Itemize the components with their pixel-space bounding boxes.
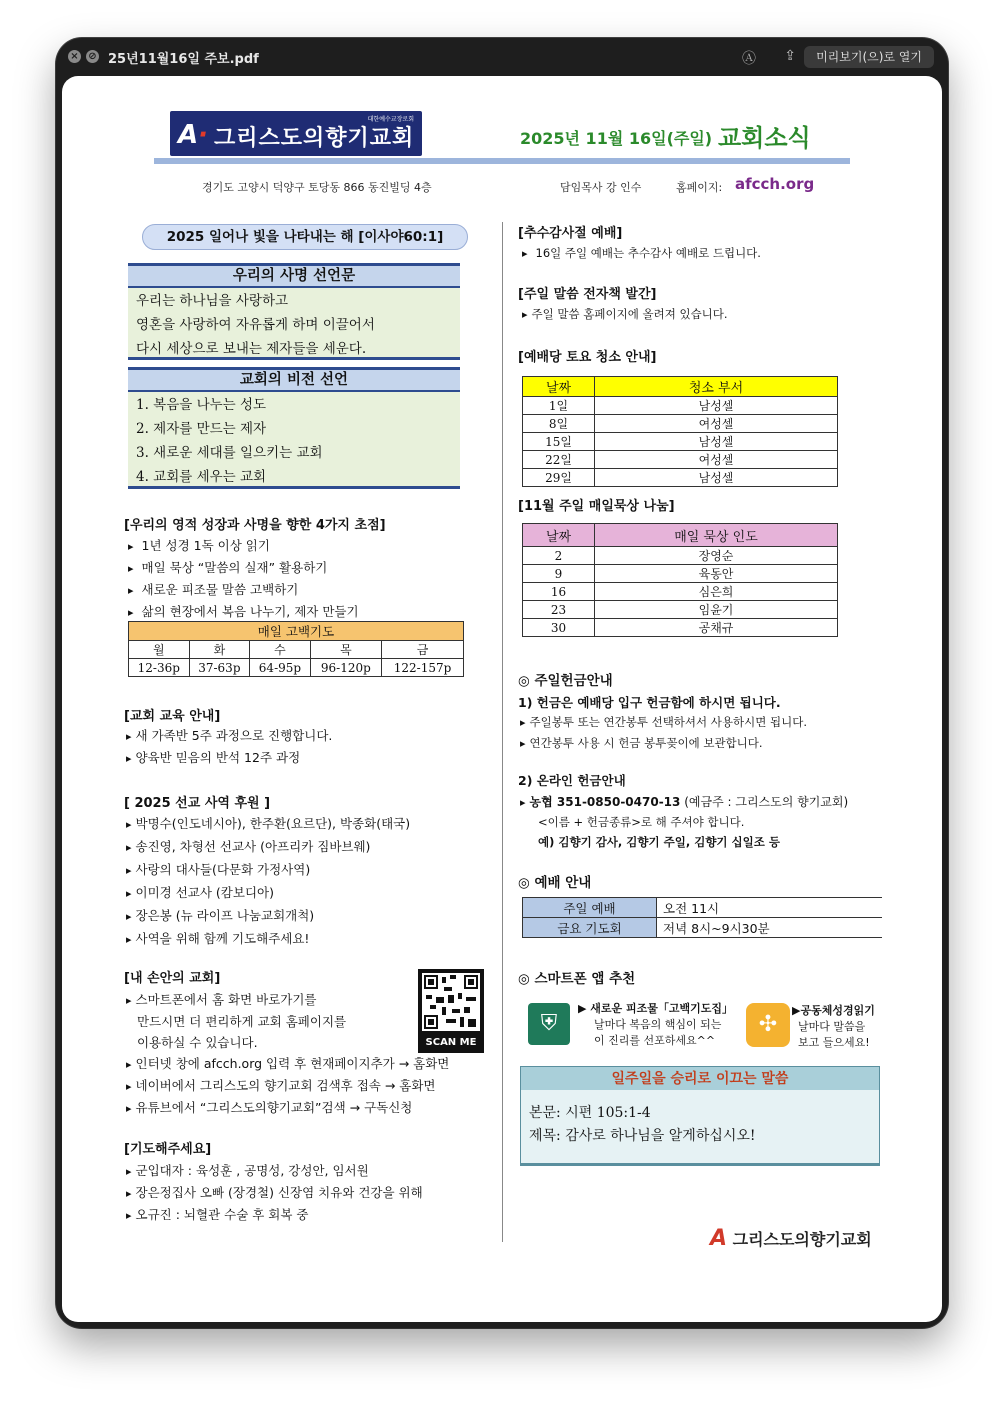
logo-a-icon: A [710,1226,728,1251]
list-item: ▸ 군입대자 : 육성훈 , 공명성, 강성안, 임서원 [126,1160,423,1182]
app1-desc: 날마다 복음의 핵심이 되는 [594,1018,722,1031]
offering-step-2: 2) 온라인 헌금안내 [518,773,626,788]
thanks-title: [추수감사절 예배] [518,226,623,241]
vision-line: 2. 제자를 만드는 제자 [136,421,267,437]
table-cell: 남성셀 [595,397,838,415]
vision-body [128,392,460,489]
mission-line: 우리는 하나님을 사랑하고 [136,293,289,309]
table-cell: 122-157p [382,659,464,677]
verse-body [520,1090,880,1166]
list-item: ▸ 매일 묵상 “말씀의 실재” 활용하기 [128,557,359,579]
list-item: ▸ 장은정집사 오빠 (장경철) 신장염 치유와 건강을 위해 [126,1182,423,1204]
table-cell: 오전 11시 [657,898,883,918]
mission-line: 다시 세상으로 보내는 제자들을 세운다. [136,341,367,357]
mission-line: 영혼을 사랑하여 자유롭게 하며 이끌어서 [136,317,375,333]
table-cell: 96-120p [310,659,381,677]
column-divider [502,222,503,1242]
table-cell: 금요 기도회 [523,918,657,938]
mission-support-title: [ 2025 선교 사역 후원 ] [124,796,271,811]
list-item: ▸ 연간봉투 사용 시 헌금 봉투꽂이에 보관합니다. [520,733,807,754]
qr-scan-label: SCAN ME [425,1037,477,1048]
list-item: ▸ 삶의 현장에서 복음 나누기, 제자 만들기 [128,601,359,623]
devo-title: [11월 주일 매일묵상 나눔] [518,499,675,514]
edu-title: [교회 교육 안내] [124,709,221,724]
table-cell: 64-95p [250,659,311,677]
footer-logo [710,1226,872,1251]
table-cell: 장영순 [595,547,838,565]
share-icon[interactable]: ⇪ [784,48,796,64]
list-item: ▸ 새 가족반 5주 과정으로 진행합니다. [126,725,332,747]
verse-passage: 본문: 시편 105:1-4 [529,1105,651,1121]
list-item: ▸ 16일 주일 예배는 추수감사 예배로 드립니다. [522,243,761,264]
clean-title: [예배당 토요 청소 안내] [518,350,657,365]
table-cell: 수 [250,641,311,659]
list-item: ▸ 오규진 : 뇌혈관 수술 후 회복 중 [126,1204,423,1226]
list-item: ▸ 사역을 위해 함께 기도해주세요! [126,928,410,951]
list-item: ▸ 스마트폰에서 홈 화면 바로가기를 [126,989,449,1011]
app1-title: ▶ 새로운 피조물「고백기도집」 [578,1002,734,1015]
footer-logo-text: 그리스도의향기교회 [732,1230,872,1249]
table-cell: 23 [523,601,595,619]
window-title: 25년11월16일 주보.pdf [108,52,259,67]
pray-list [126,1160,423,1226]
table-cell: 남성셀 [595,433,838,451]
close-icon[interactable]: × [68,50,81,63]
pray-title: [기도해주세요] [124,1142,212,1157]
open-in-preview-button[interactable]: 미리보기(으)로 열기 [804,46,934,68]
table-cell: 육동안 [595,565,838,583]
account-holder: (예금주 : 그리스도의 향기교회) [684,795,849,809]
ebook-title: [주일 말씀 전자책 발간] [518,287,657,302]
focus-list [128,535,359,623]
table-cell: 주일 예배 [523,898,657,918]
homepage-link[interactable]: afcch.org [735,175,815,193]
offering-step-1: 1) 헌금은 예배당 입구 헌금함에 하시면 됩니다. [518,695,781,710]
devo-table [522,523,838,637]
mission-body [128,288,460,360]
table-header: 날짜 [523,377,595,397]
vision-line: 1. 복음을 나누는 성도 [136,397,267,413]
edu-list [126,725,332,769]
bulletin-date: 2025년 11월 16일(주일) [520,129,713,148]
table-cell: 37-63p [189,659,250,677]
table-cell: 29일 [523,469,595,487]
account-example: 예) 김향기 감사, 김향기 주일, 김향기 십일조 등 [538,835,780,849]
table-cell: 임윤기 [595,601,838,619]
hand-list [126,989,449,1119]
header-rule [154,158,850,164]
app-title: ◎ 스마트폰 앱 추천 [518,971,636,987]
list-item: ▸ 1년 성경 1독 이상 읽기 [128,535,359,557]
app2-title: ▶공동체성경읽기 [792,1004,875,1017]
table-cell: 여성셀 [595,415,838,433]
list-item: 이용하실 수 있습니다. [137,1035,258,1050]
verse-subject: 제목: 감사로 하나님을 알게하십시오! [529,1128,756,1144]
worship-table [522,897,882,938]
table-cell: 여성셀 [595,451,838,469]
list-item: ▸ 주일 말씀 홈페이지에 올려져 있습니다. [522,304,728,325]
table-header: 날짜 [523,524,595,547]
markup-icon[interactable]: Ⓐ [742,51,756,67]
church-logo [170,111,422,156]
table-cell: 9 [523,565,595,583]
list-item: ▸ 사랑의 대사들(다문화 가정사역) [126,859,410,882]
list-item: ▸ 양육반 믿음의 반석 12주 과정 [126,747,332,769]
table-cell: 금 [382,641,464,659]
table-header: 청소 부서 [595,377,838,397]
vision-line: 4. 교회를 세우는 교회 [136,469,267,485]
list-item: ▸ 네이버에서 그리스도의 향기교회 검색후 접속 → 홈화면 [126,1075,449,1097]
verse-title: 일주일을 승리로 이끄는 말씀 [520,1066,880,1090]
pdf-page [62,76,942,1322]
table-cell: 화 [189,641,250,659]
table-cell: 16 [523,583,595,601]
table-cell: 월 [129,641,190,659]
offering-list [520,712,807,754]
list-item: ▸ 박명수(인도네시아), 한주환(요르단), 박종화(태국) [126,813,410,836]
table-cell: 심은희 [595,583,838,601]
app1-info [578,1001,733,1049]
offering-title: ◎ 주일헌금안내 [518,673,613,689]
list-item: ▸ 이미경 선교사 (캄보디아) [126,882,410,905]
clean-table [522,376,838,487]
table-cell: 저녁 8시~9시30분 [657,918,883,938]
worship-title: ◎ 예배 안내 [518,875,592,891]
list-item: ▸ 새로운 피조물 말씀 고백하기 [128,579,359,601]
mission-support-list [126,813,410,951]
logo-a-icon: A· [178,120,209,150]
app2-desc: 보고 들으세요! [798,1036,870,1049]
list-item: 만드시면 더 편리하게 교회 홈페이지를 [137,1014,347,1029]
prayer-table [128,621,464,677]
minimize-icon[interactable]: ⊘ [86,50,99,63]
pastor-name: 담임목사 강 인수 [560,181,642,194]
list-item: ▸ 인터넷 창에 afcch.org 입력 후 현재페이지추가 → 홈화면 [126,1053,449,1075]
year-motto: 2025 일어나 빛을 나타내는 해 [이사야60:1] [142,224,468,250]
table-cell: 2 [523,547,595,565]
account-line [520,792,848,813]
list-item: ▸ 장은봉 (뉴 라이프 나눔교회개척) [126,905,410,928]
table-cell: 15일 [523,433,595,451]
table-cell: 8일 [523,415,595,433]
church-address: 경기도 고양시 덕양구 토당동 866 동진빌딩 4층 [202,181,432,194]
app1-desc: 이 진리를 선포하세요^^ [594,1034,716,1047]
vision-line: 3. 새로운 세대를 일으키는 교회 [136,445,323,461]
table-cell: 30 [523,619,595,637]
list-item: ▸ 송진영, 차형선 선교사 (아프리카 짐바브웨) [126,836,410,859]
focus-title: [우리의 영적 성장과 사명을 향한 4가지 초점] [124,518,386,533]
hand-title: [내 손안의 교회] [124,971,221,986]
table-cell: 공채규 [595,619,838,637]
list-item: ▸ 유튜브에서 “그리스도의향기교회”검색 → 구독신청 [126,1097,449,1119]
account-note: <이름 + 헌금종류>로 해 주셔야 합니다. [538,815,745,829]
table-cell: 목 [310,641,381,659]
table-header: 매일 묵상 인도 [595,524,838,547]
pdf-preview-window [56,38,948,1328]
prayer-app-icon[interactable]: ⛨ [528,1003,570,1045]
logo-text: 그리스도의향기교회 [214,126,415,151]
mission-title: 우리의 사명 선언문 [128,263,460,288]
list-item: ▸ 주일봉투 또는 연간봉투 선택하셔서 사용하시면 됩니다. [520,712,807,733]
homepage-label: 홈페이지: [676,181,723,194]
table-cell: 12-36p [129,659,190,677]
app2-info [792,1003,875,1051]
app1-title-text: 새로운 피조물「고백기도집」 [590,1002,734,1015]
bulletin-title: 교회소식 [718,124,811,152]
bible-app-icon[interactable]: ✣ [746,1003,790,1047]
qr-code[interactable] [418,969,484,1053]
table-cell: 남성셀 [595,469,838,487]
vision-title: 교회의 비전 선언 [128,367,460,392]
account-number: ▸ 농협 351-0850-0470-13 [520,795,680,809]
window-titlebar [56,38,948,76]
table-cell: 22일 [523,451,595,469]
prayer-table-title: 매일 고백기도 [129,622,464,641]
app2-desc: 날마다 말씀을 [798,1020,866,1033]
table-cell: 1일 [523,397,595,415]
qr-pattern-icon [422,973,480,1031]
logo-subtext: 대한예수교장로회 [367,116,414,123]
